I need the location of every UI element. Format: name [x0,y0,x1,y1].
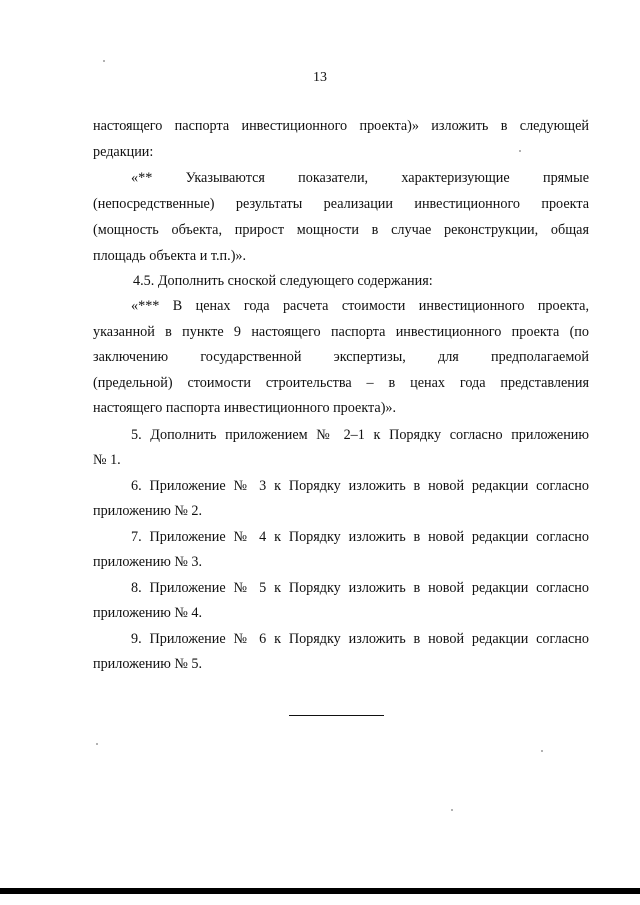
text-line: приложению № 5. [93,656,203,672]
text-line: 7. Приложение № 4 к Порядку изложить в новой редакции согласно [131,529,589,545]
text-line: (предельной) стоимости строительства – в ценах года представления [93,375,589,391]
text-line: «** Указываются показатели, характеризующие прямые [131,170,589,186]
text-line: приложению № 2. [93,503,203,519]
text-line: 6. Приложение № 3 к Порядку изложить в новой редакции согласно [131,478,589,494]
text-line: настоящего паспорта инвестиционного проекта)». [93,400,397,416]
scan-speck [96,743,98,745]
text-line: 8. Приложение № 5 к Порядку изложить в новой редакции согласно [131,580,589,596]
text-line: приложению № 3. [93,554,203,570]
text-line: «*** В ценах года расчета стоимости инвестиционного проекта, [131,298,589,314]
text-line: 4.5. Дополнить сноской следующего содержания: [133,273,433,289]
scan-speck [103,60,105,62]
text-line: редакции: [93,144,154,160]
separator-line [289,715,384,716]
scan-speck [541,750,543,752]
text-line: 9. Приложение № 6 к Порядку изложить в новой редакции согласно [131,631,589,647]
scan-speck [451,809,453,811]
scan-speck [519,150,521,152]
text-line: настоящего паспорта инвестиционного проекта)» изложить в следующей [93,118,589,134]
text-line: № 1. [93,452,121,468]
scan-edge-bar [0,888,640,894]
text-line: 5. Дополнить приложением № 2–1 к Порядку согласно приложению [131,427,589,443]
text-line: заключению государственной экспертизы, для предполагаемой [93,349,589,365]
text-line: (мощность объекта, прирост мощности в случае реконструкции, общая [93,222,589,238]
text-line: (непосредственные) результаты реализации инвестиционного проекта [93,196,589,212]
text-line: площадь объекта и т.п.)». [93,248,247,264]
page-number: 13 [313,70,327,85]
text-line: приложению № 4. [93,605,203,621]
text-line: указанной в пункте 9 настоящего паспорта инвестиционного проекта (по [93,324,589,340]
